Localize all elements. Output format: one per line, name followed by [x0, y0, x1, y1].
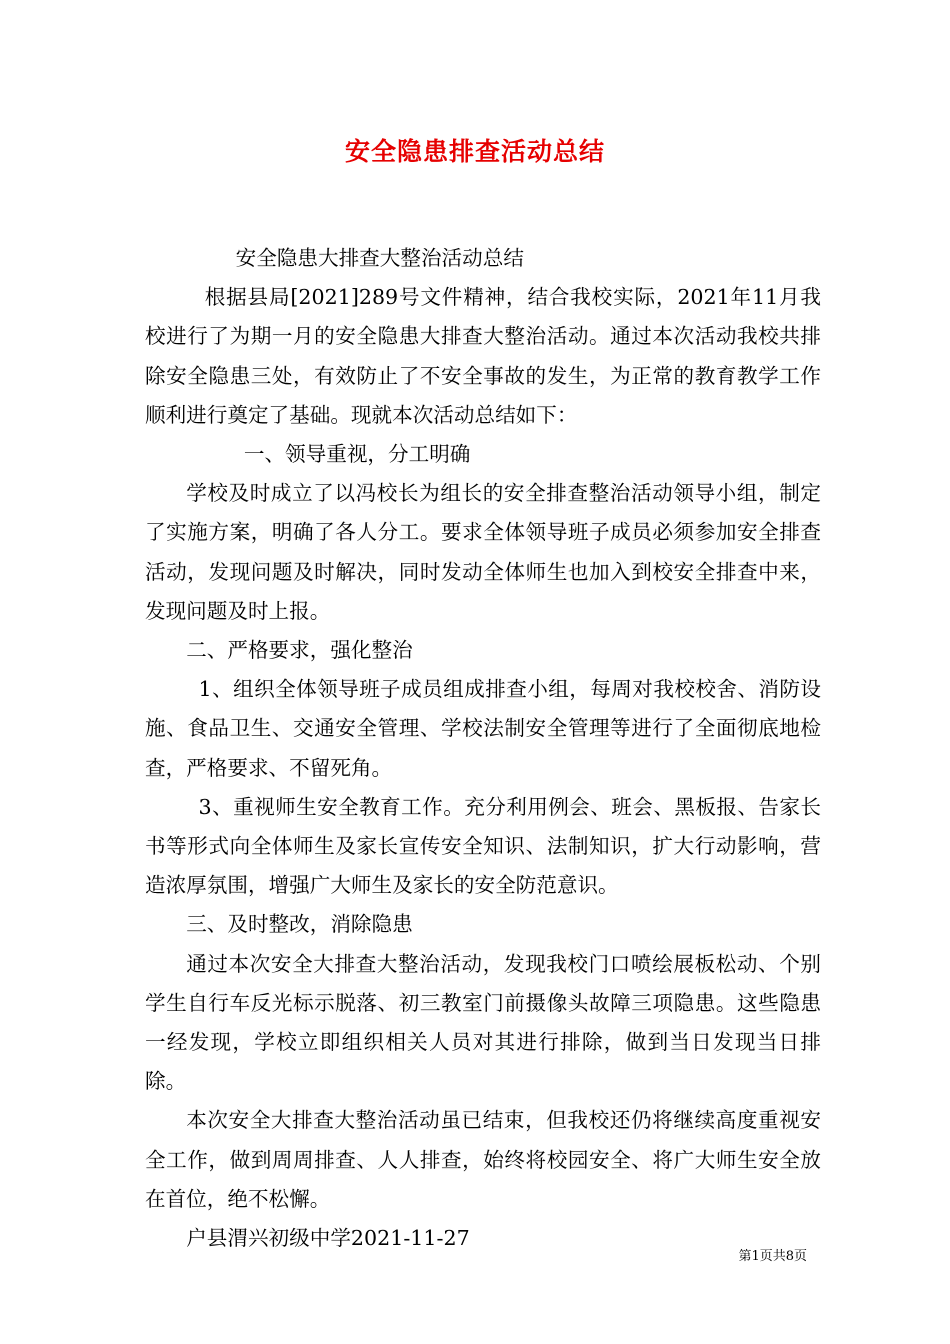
section1-paragraph: 学校及时成立了以冯校长为组长的安全排查整治活动领导小组，制定了实施方案，明确了各人分工。要求全体领导班子成员必须参加安全排查活动，发现问题及时解决，同时发动全体师生也加入到校安全排查中来，发现问题及时上报。	[145, 481, 821, 623]
conclusion-paragraph: 本次安全大排查大整治活动虽已结束，但我校还仍将继续高度重视安全工作，做到周周排查、人人排查，始终将校园安全、将广大师生安全放在首位，绝不松懈。	[145, 1108, 821, 1211]
section2-item-3: 3、重视师生安全教育工作。充分利用例会、班会、黑板报、告家长书等形式向全体师生及家长宣传安全知识、法制知识，扩大行动影响，营造浓厚氛围，增强广大师生及家长的安全防范意识。	[145, 794, 821, 898]
section2-heading: 二、严格要求，强化整治	[186, 638, 413, 663]
section3-heading: 三、及时整改，消除隐患	[186, 912, 413, 937]
document-subtitle: 安全隐患大排查大整治活动总结	[235, 246, 524, 270]
intro-paragraph: 根据县局[2021]289号文件精神，结合我校实际，2021年11月我校进行了为期一月的安全隐患大排查大整治活动。通过本次活动我校共排除安全隐患三处，有效防止了不安全事故的发生，为正常的教育教学工作顺利进行奠定了基础。现就本次活动总结如下：	[145, 285, 821, 427]
section2-item-1: 1、组织全体领导班子成员组成排查小组，每周对我校校舍、消防设施、食品卫生、交通安全管理、学校法制安全管理等进行了全面彻底地检查，严格要求、不留死角。	[145, 677, 821, 780]
signature-line: 户县渭兴初级中学2021-11-27	[186, 1226, 470, 1251]
document-title: 安全隐患排查活动总结	[344, 137, 605, 166]
document-body	[145, 239, 821, 1258]
page-number: 第1页共8页	[738, 1249, 807, 1264]
section3-paragraph: 通过本次安全大排查大整治活动，发现我校门口喷绘展板松动、个别学生自行车反光标示脱落、初三教室门前摄像头故障三项隐患。这些隐患一经发现，学校立即组织相关人员对其进行排除，做到当日发现当日排除。	[145, 951, 821, 1094]
section1-heading: 一、领导重视，分工明确	[243, 442, 471, 467]
